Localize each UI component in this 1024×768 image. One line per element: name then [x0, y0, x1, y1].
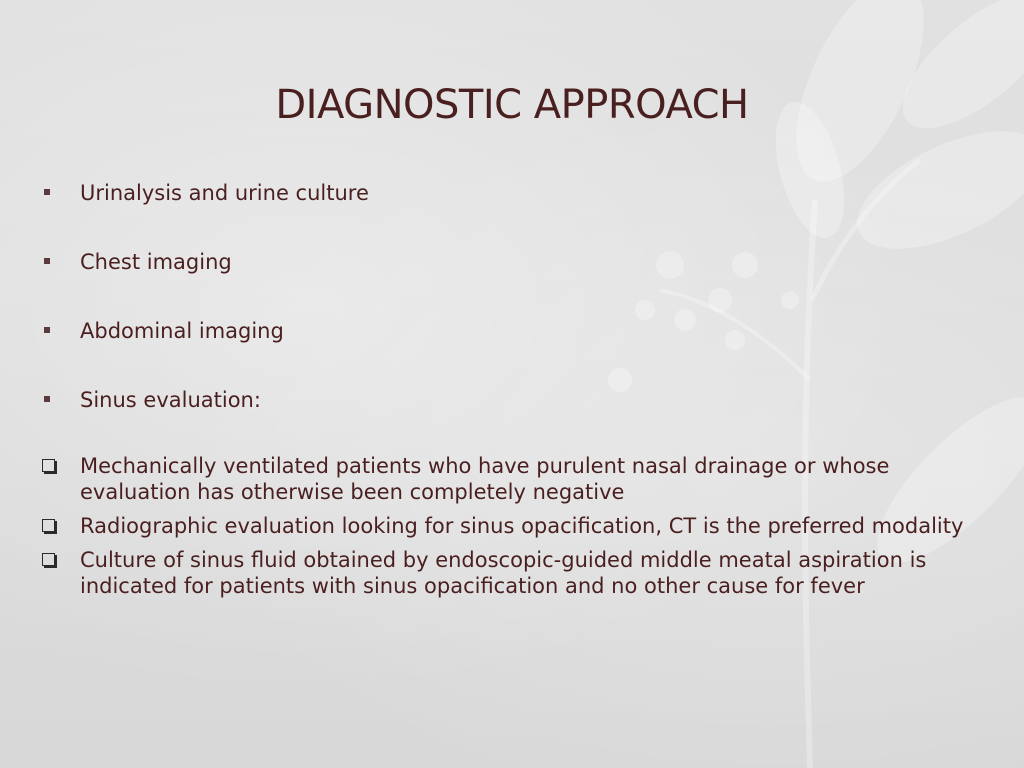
bullet-list: [40, 180, 970, 607]
bullet-text: Urinalysis and urine culture: [80, 181, 369, 205]
square-bullet-icon: [44, 396, 50, 402]
square-bullet-icon: [44, 189, 50, 195]
square-bullet-icon: [44, 258, 50, 264]
sub-bullet-text: Culture of sinus fluid obtained by endoscopic-guided middle meatal aspiration is indicated for patients with sinus opacification and no other cause for fever: [80, 548, 927, 598]
bullet-text: Chest imaging: [80, 250, 232, 274]
bullet-text: Sinus evaluation:: [80, 388, 261, 412]
bullet-item: [40, 249, 970, 275]
checkbox-bullet-icon: [42, 519, 55, 532]
sub-bullet-text: Radiographic evaluation looking for sinus opacification, CT is the preferred modality: [80, 514, 964, 538]
checkbox-bullet-icon: [42, 459, 55, 472]
square-bullet-icon: [44, 327, 50, 333]
sub-bullet-item: [40, 513, 970, 539]
bullet-item: [40, 180, 970, 206]
bullet-item: [40, 387, 970, 413]
sub-bullet-text: Mechanically ventilated patients who have purulent nasal drainage or whose evaluation has otherwise been completely negative: [80, 454, 890, 504]
checkbox-bullet-icon: [42, 553, 55, 566]
bullet-text: Abdominal imaging: [80, 319, 284, 343]
bullet-item: [40, 318, 970, 344]
sub-bullet-item: [40, 547, 970, 599]
sub-bullet-item: [40, 453, 970, 505]
slide-title: DIAGNOSTIC APPROACH: [275, 82, 749, 128]
